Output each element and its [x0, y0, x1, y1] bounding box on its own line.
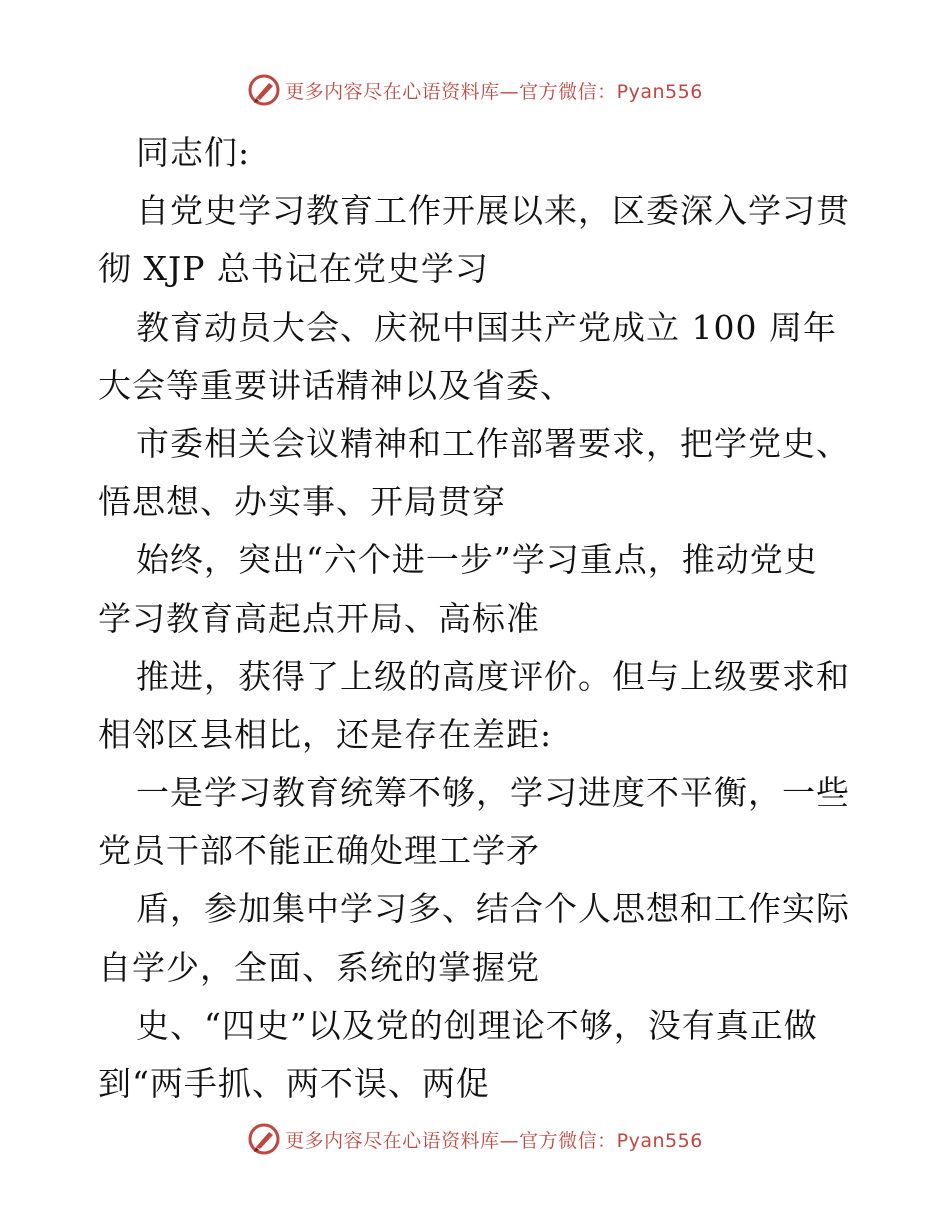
header-banner-text: 更多内容尽在心语资料库—官方微信：Pyan556	[285, 80, 703, 103]
paragraph-line: 彻 XJP 总书记在党史学习	[98, 249, 489, 289]
pen-seal-icon	[247, 73, 281, 107]
footer-banner-text: 更多内容尽在心语资料库—官方微信：Pyan556	[285, 1129, 703, 1152]
paragraph-line: 相邻区县相比，还是存在差距:	[98, 714, 553, 754]
paragraph-line: 大会等重要讲话精神以及省委、	[98, 365, 574, 405]
pen-seal-icon	[247, 1122, 281, 1156]
salutation: 同志们:	[136, 133, 251, 172]
paragraph-line: 史、“四史”以及党的创理论不够，没有真正做	[136, 1005, 818, 1045]
header-banner	[0, 70, 950, 110]
paragraph-line: 党员干部不能正确处理工学矛	[98, 831, 540, 871]
paragraph-line: 盾，参加集中学习多、结合个人思想和工作实际	[136, 889, 850, 929]
paragraph-line: 自党史学习教育工作开展以来，区委深入学习贯	[136, 191, 850, 231]
paragraph-line: 学习教育高起点开局、高标准	[98, 598, 540, 638]
paragraph-line: 一是学习教育统筹不够，学习进度不平衡，一些	[136, 773, 850, 813]
paragraph-line: 悟思想、办实事、开局贯穿	[98, 482, 506, 522]
footer-banner	[0, 1119, 950, 1159]
document-body	[98, 124, 858, 1113]
paragraph-line: 教育动员大会、庆祝中国共产党成立 100 周年	[136, 307, 837, 347]
paragraph-line: 自学少，全面、系统的掌握党	[98, 947, 540, 987]
paragraph-line: 市委相关会议精神和工作部署要求，把学党史、	[136, 423, 850, 463]
paragraph-line: 到“两手抓、两不误、两促	[98, 1064, 490, 1103]
paragraph-line: 始终，突出“六个进一步”学习重点，推动党史	[136, 540, 818, 580]
paragraph-line: 推进，获得了上级的高度评价。但与上级要求和	[136, 656, 850, 696]
